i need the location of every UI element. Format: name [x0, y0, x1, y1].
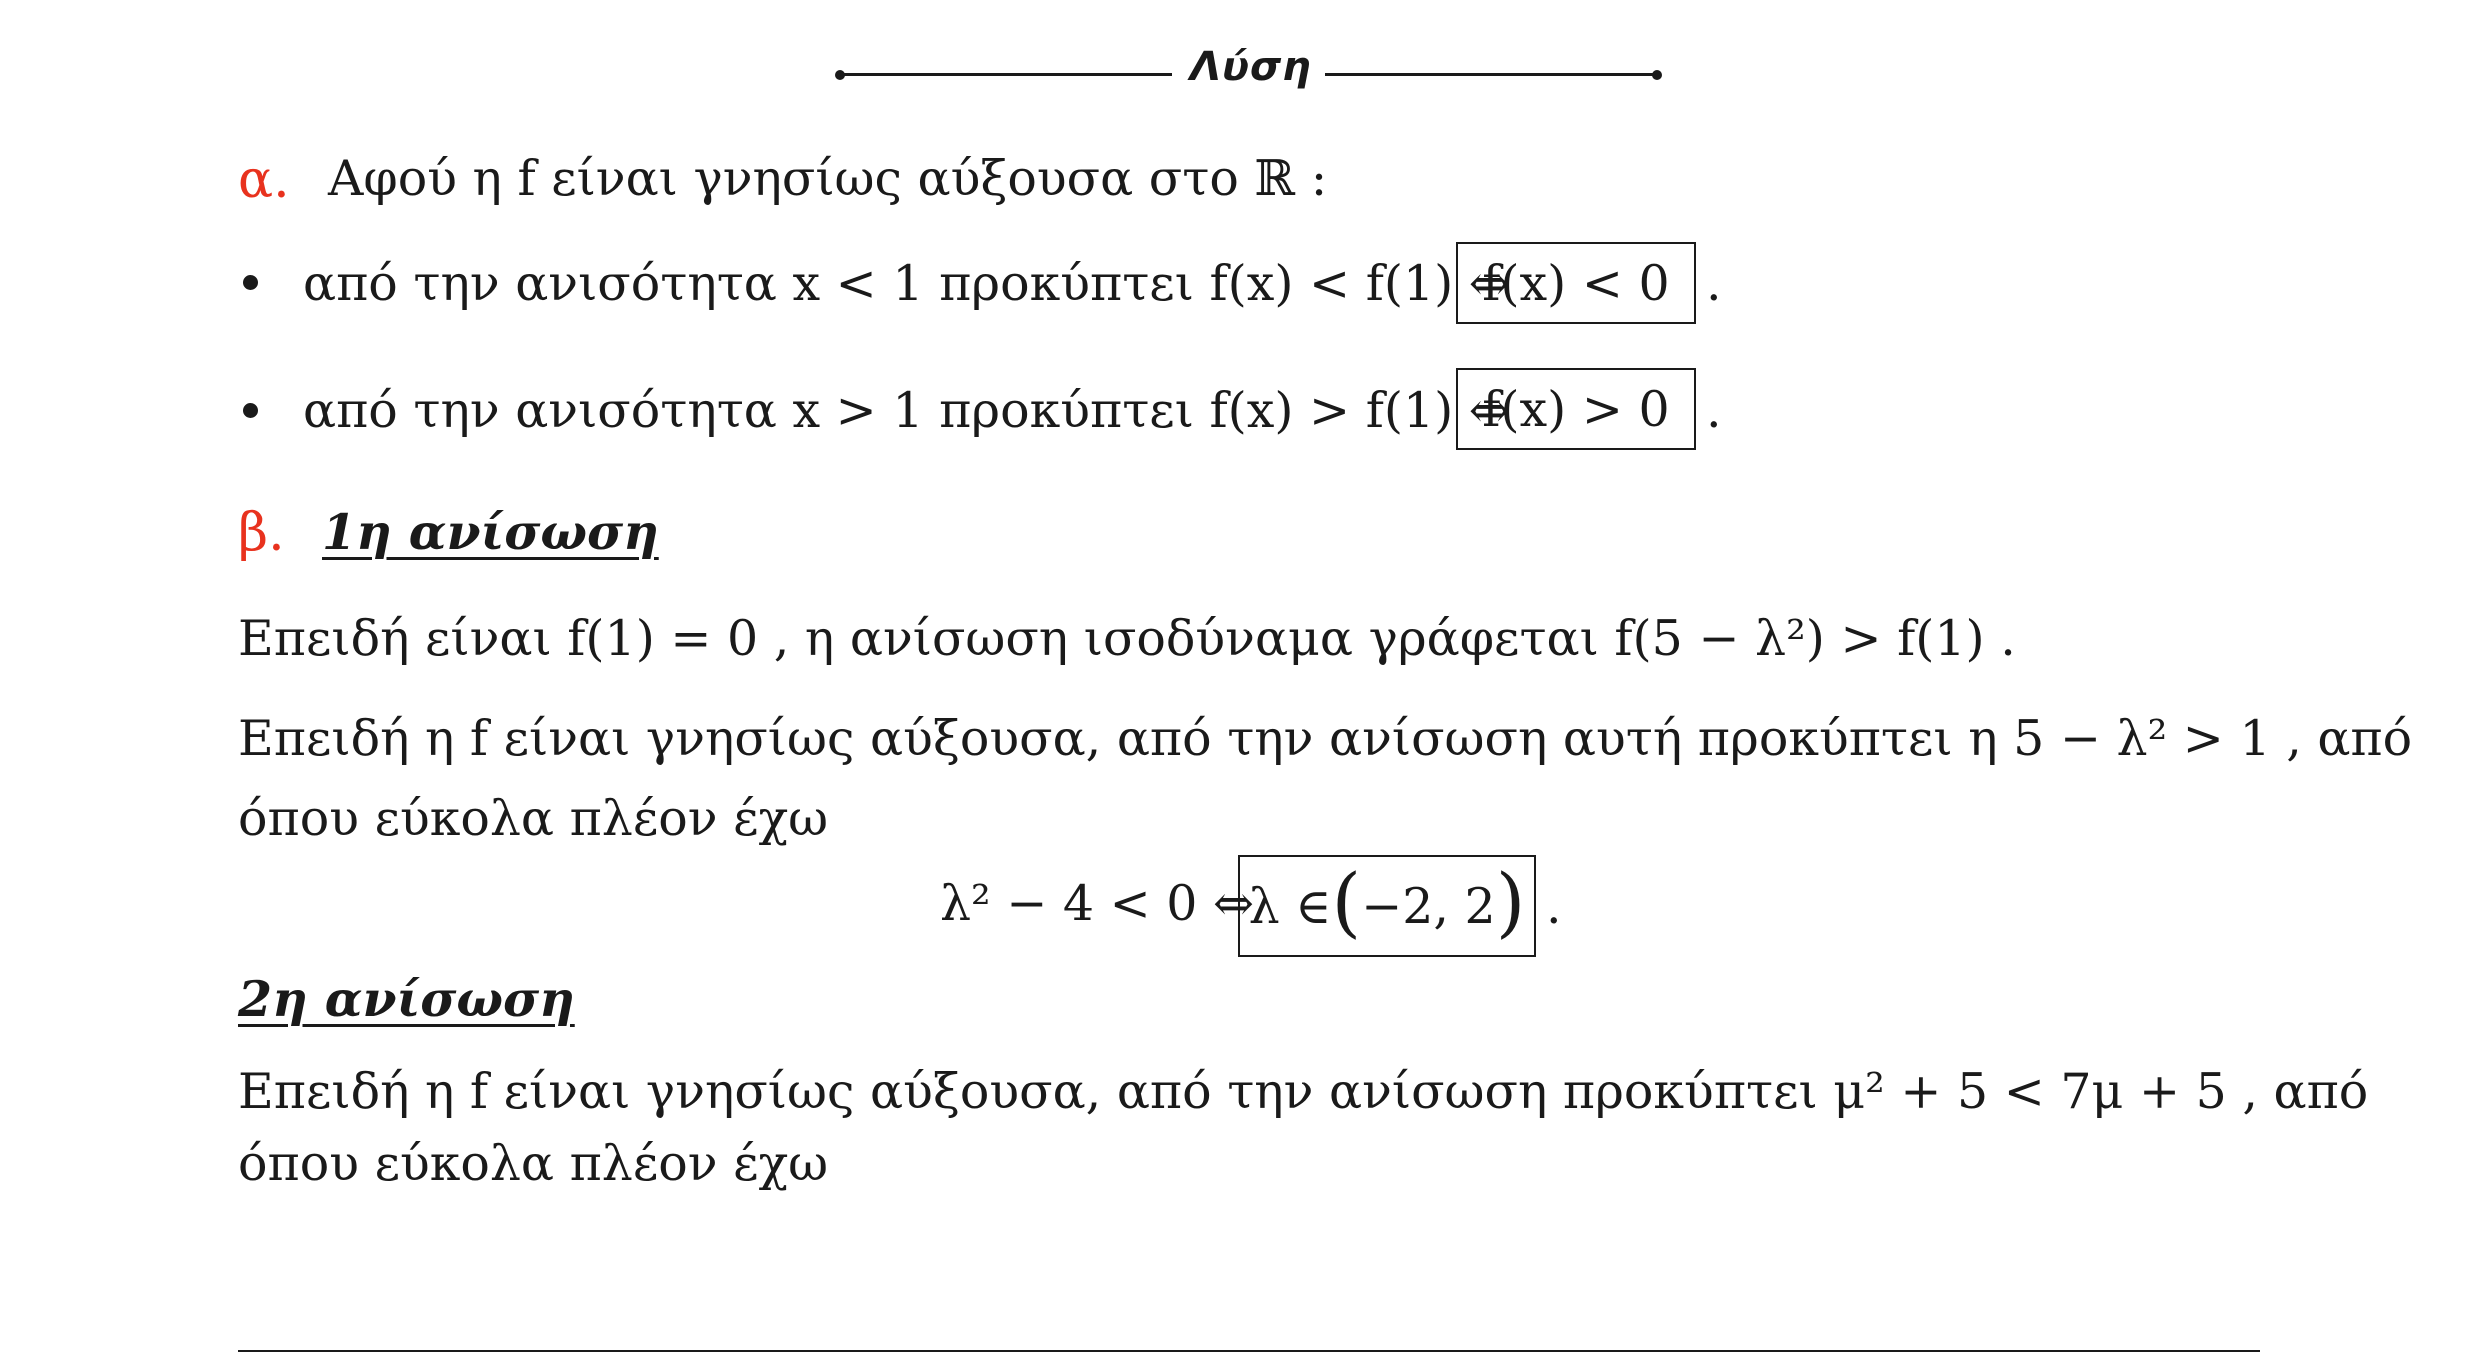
- title-rule-right: [1325, 73, 1657, 76]
- equation-interval: −2, 2: [1361, 877, 1496, 935]
- equation-period: .: [1546, 878, 1562, 935]
- bullet-1-text: από την ανισότητα x < 1 προκύπτει f(x) < f(1) ⇔: [303, 255, 1510, 312]
- part-a-label: α.: [238, 150, 290, 210]
- bullet-2-text: από την ανισότητα x > 1 προκύπτει f(x) > f(1) ⇔: [303, 382, 1510, 439]
- bullet-1-period: .: [1706, 255, 1722, 312]
- bullet-2-boxed-text: f(x) > 0: [1482, 380, 1670, 438]
- bullet-2-period: .: [1706, 382, 1722, 439]
- equation-left: λ² − 4 < 0 ⇔: [940, 875, 1255, 932]
- bullet-1-boxed-result: [1456, 242, 1696, 324]
- equation-close-paren: ): [1495, 857, 1526, 946]
- bullet-2-boxed-result: [1456, 368, 1696, 450]
- bullet-1-boxed-text: f(x) < 0: [1482, 254, 1670, 312]
- heading-second-inequality: 2η ανίσωση: [238, 970, 575, 1028]
- bullet-marker-2: [243, 403, 258, 418]
- title-rule-right-dot: [1652, 70, 1662, 80]
- bottom-rule: [238, 1350, 2260, 1352]
- heading-first-inequality: 1η ανίσωση: [322, 503, 659, 561]
- equation-boxed-prefix: λ ∈: [1248, 877, 1332, 935]
- part-a-intro: Αφού η f είναι γνησίως αύξουσα στο ℝ :: [328, 150, 1328, 207]
- paragraph-2-line-2: όπου εύκολα πλέον έχω: [238, 790, 829, 847]
- equation-boxed-result: [1238, 855, 1536, 957]
- paragraph-3-line-1: Επειδή η f είναι γνησίως αύξουσα, από την ανίσωση προκύπτει μ² + 5 < 7μ + 5 , από: [238, 1063, 2369, 1120]
- paragraph-3-line-2: όπου εύκολα πλέον έχω: [238, 1135, 829, 1192]
- page-title: Λύση: [1190, 44, 1312, 90]
- paragraph-2-line-1: Επειδή η f είναι γνησίως αύξουσα, από την ανίσωση αυτή προκύπτει η 5 − λ² > 1 , από: [238, 710, 2413, 767]
- bullet-marker-1: [243, 275, 258, 290]
- paragraph-1: Επειδή είναι f(1) = 0 , η ανίσωση ισοδύναμα γράφεται f(5 − λ²) > f(1) .: [238, 610, 2016, 667]
- part-b-label: β.: [238, 503, 285, 563]
- equation-open-paren: (: [1331, 857, 1362, 946]
- title-rule-left: [840, 73, 1172, 76]
